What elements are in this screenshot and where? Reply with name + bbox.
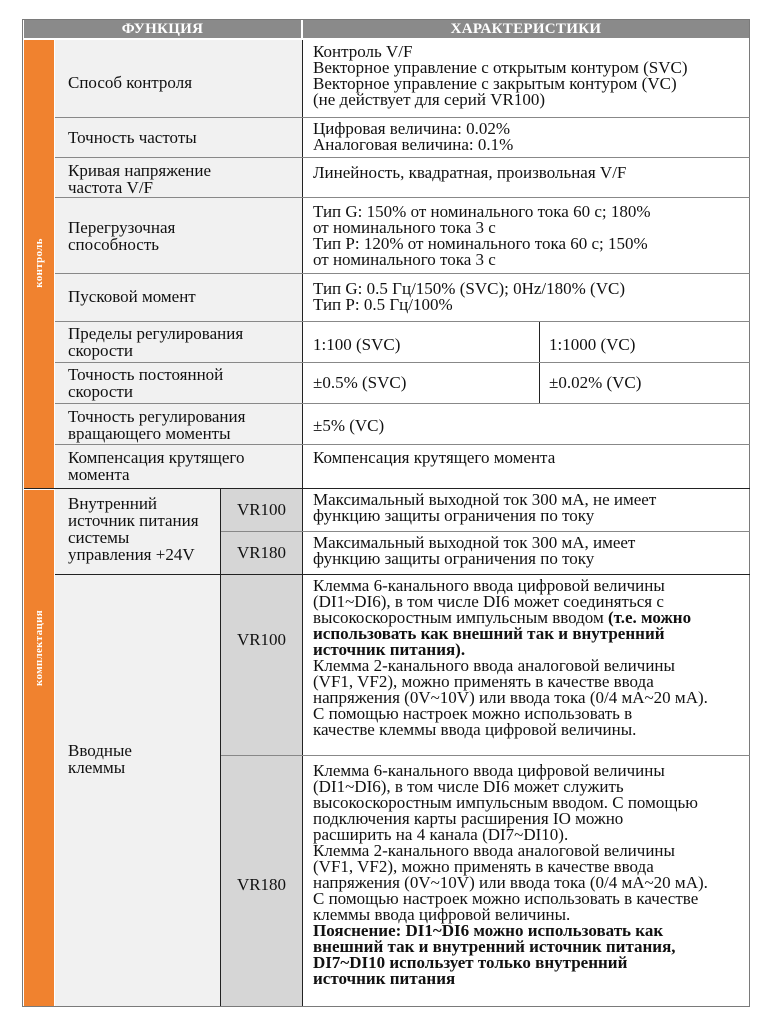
row-divider	[55, 117, 750, 118]
section-equipment-bar	[24, 490, 54, 1006]
value-terminals-vr180: Клемма 6-канального ввода цифровой величины (DI1~DI6), в том числе DI6 может служить высокоскоростным импульсным вводом. С помощью подключения карты расширения IO можно расширить на 4 канала (DI7~DI10). Клемма 2-канального ввода аналоговой величины (VF1, VF2), можно применять в качестве ввода напряжения (0V~10V) или ввода тока (0/4 мА~20 мА). С помощью настроек можно использовать в качестве клеммы ввода цифровой величины. Пояснение: DI1~DI6 можно использовать как внешний так и внутренний источник питания, DI7~DI10 использует только внутренний источник питания	[313, 761, 708, 988]
model-power-vr100: VR100	[236, 500, 287, 519]
label-freq-accuracy: Точность частоты	[68, 128, 197, 147]
section-equipment-label: комплектация	[33, 610, 45, 686]
value-control-method: Контроль V/F Векторное управление с открытым контуром (SVC) Векторное управление с закрытым контуром (VC) (не действует для серий VR100)	[313, 42, 688, 109]
label-vf-curve: Кривая напряжение частота V/F	[68, 161, 211, 197]
label-torque-comp: Компенсация крутящего момента	[68, 448, 245, 484]
label-torque-accuracy: Точность регулирования вращающего моменты	[68, 407, 246, 443]
row-divider	[55, 157, 750, 158]
header-specs: ХАРАКТЕРИСТИКИ	[303, 20, 749, 38]
row-divider	[55, 444, 750, 445]
label-speed-accuracy: Точность постоянной скорости	[68, 365, 224, 401]
section-control-label: контроль	[33, 238, 45, 288]
value-terminals-vr100: Клемма 6-канального ввода цифровой величины (DI1~DI6), в том числе DI6 может соединяться с высокоскоростным импульсным вводом (т.е. можно использовать как внешний так и внутренний источник питания). Клемма 2-канального ввода аналоговой величины (VF1, VF2), можно применять в качестве ввода напряжения (0V~10V) или ввода тока (0/4 мА~20 мА). С помощью настроек можно использовать в качестве клеммы ввода цифровой величины.	[313, 576, 708, 739]
label-speed-range: Пределы регулирования скорости	[68, 324, 244, 360]
row-divider	[55, 403, 750, 404]
row-divider	[221, 531, 750, 532]
label-input-terminals: Вводные клеммы	[68, 741, 132, 777]
value-speed-accuracy-vc: ±0.02% (VC)	[549, 373, 642, 392]
value-torque-accuracy: ±5% (VC)	[313, 416, 385, 435]
row-divider	[55, 574, 750, 575]
label-power-supply: Внутренний источник питания системы управления +24V	[68, 494, 199, 564]
label-overload: Перегрузочная способность	[68, 218, 176, 254]
value-speed-range-svc: 1:100 (SVC)	[313, 335, 401, 354]
model-terminals-vr180: VR180	[236, 875, 287, 894]
value-power-vr180: Максимальный выходной ток 300 мА, имеет функцию защиты ограничения по току	[313, 533, 636, 568]
model-terminals-vr100: VR100	[236, 630, 287, 649]
value-torque-comp: Компенсация крутящего момента	[313, 448, 556, 467]
row-divider	[55, 321, 750, 322]
value-speed-accuracy-svc: ±0.5% (SVC)	[313, 373, 407, 392]
row-divider	[55, 362, 750, 363]
label-control-method: Способ контроля	[68, 73, 193, 92]
value-power-vr100: Максимальный выходной ток 300 мА, не имеет функцию защиты ограничения по току	[313, 490, 657, 525]
value-start-torque: Тип G: 0.5 Гц/150% (SVC); 0Hz/180% (VC) Тип P: 0.5 Гц/100%	[313, 279, 625, 314]
value-freq-accuracy: Цифровая величина: 0.02% Аналоговая величина: 0.1%	[313, 119, 514, 154]
row-divider	[221, 755, 750, 756]
divider-model	[220, 488, 221, 1006]
divider-main	[302, 40, 303, 1006]
value-overload: Тип G: 150% от номинального тока 60 с; 180% от номинального тока 3 с Тип P: 120% от номинального тока 60 с; 150% от номинального тока 3 с	[313, 202, 651, 269]
model-power-vr180: VR180	[236, 543, 287, 562]
row-divider	[55, 197, 750, 198]
value-vf-curve: Линейность, квадратная, произвольная V/F	[313, 163, 627, 182]
label-start-torque: Пусковой момент	[68, 287, 196, 306]
section-divider	[24, 488, 750, 489]
row-divider	[55, 273, 750, 274]
header-function: ФУНКЦИЯ	[24, 20, 301, 38]
value-speed-range-vc: 1:1000 (VC)	[549, 335, 636, 354]
